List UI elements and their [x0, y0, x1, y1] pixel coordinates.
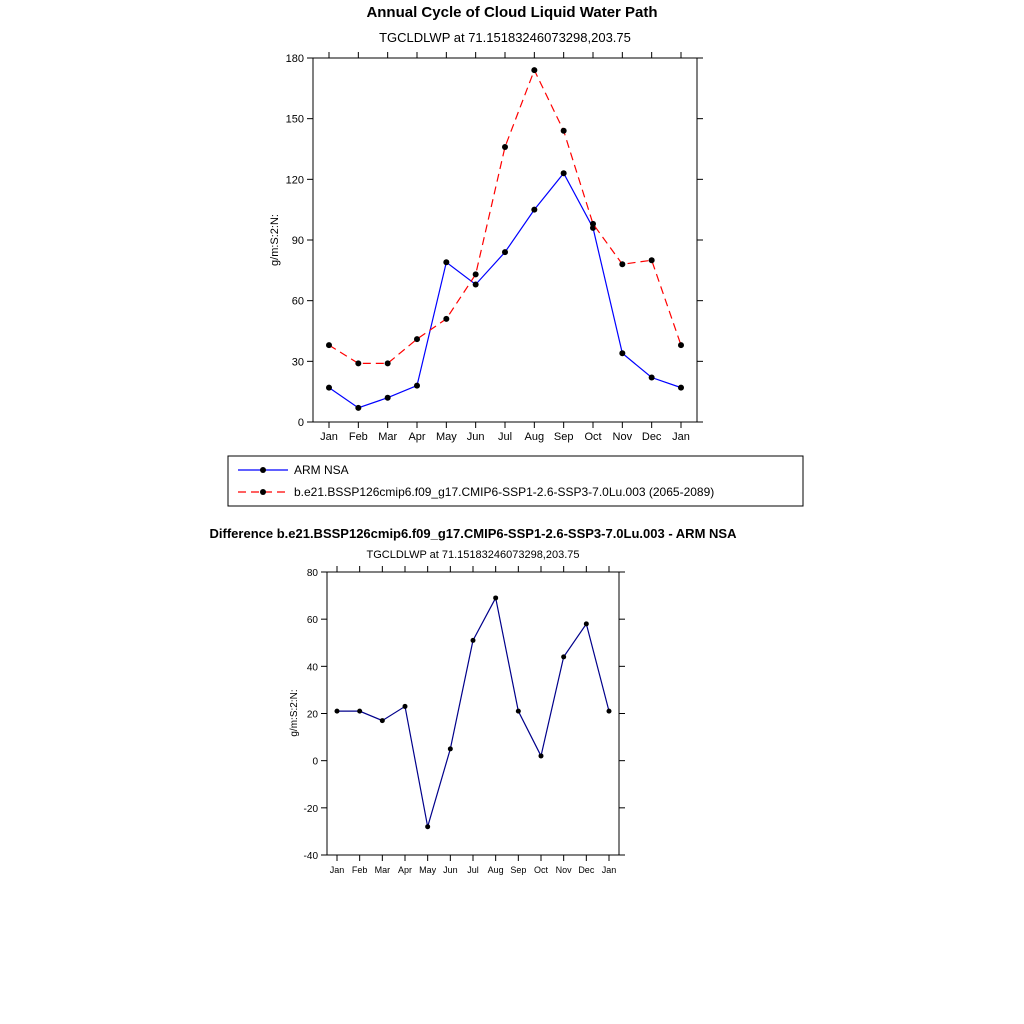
data-point-marker — [561, 654, 566, 659]
plot-border — [327, 572, 619, 855]
top-chart-y-axis-label: g/m:S:2:N: — [269, 214, 281, 266]
data-point-marker — [443, 259, 449, 265]
legend-label: b.e21.BSSP126cmip6.f09_g17.CMIP6-SSP1-2.6-SSP3-7.0Lu.003 (2065-2089) — [294, 485, 715, 499]
x-tick-label: Mar — [374, 865, 391, 875]
x-tick-label: Sep — [510, 865, 527, 875]
data-point-marker — [471, 638, 476, 643]
x-tick-label: Oct — [584, 431, 602, 443]
page-title: Annual Cycle of Cloud Liquid Water Path — [366, 4, 658, 21]
data-point-marker — [473, 271, 479, 277]
x-tick-label: May — [419, 865, 437, 875]
y-tick-label: 60 — [306, 615, 318, 627]
data-point-marker — [403, 704, 408, 709]
data-point-marker — [326, 342, 332, 348]
x-tick-label: May — [435, 431, 457, 443]
data-point-marker — [619, 350, 625, 356]
data-point-marker — [678, 385, 684, 391]
legend-label: ARM NSA — [294, 463, 349, 477]
data-point-marker — [443, 316, 449, 322]
data-point-marker — [473, 281, 479, 287]
x-tick-label: Apr — [397, 865, 413, 875]
x-tick-label: Oct — [533, 865, 549, 875]
data-point-marker — [531, 207, 537, 213]
data-point-marker — [425, 824, 430, 829]
data-point-marker — [561, 170, 567, 176]
data-point-marker — [649, 375, 655, 381]
y-tick-label: 30 — [291, 356, 304, 369]
difference-chart-y-axis-label: g/m:S:2:N: — [289, 689, 300, 737]
y-tick-label: -40 — [303, 851, 318, 862]
x-tick-label: Jul — [497, 431, 513, 443]
legend-sample-marker — [260, 489, 266, 495]
data-point-marker — [355, 360, 361, 366]
legend-sample-marker — [260, 467, 266, 473]
data-point-marker — [590, 221, 596, 227]
data-point-marker — [357, 709, 362, 714]
data-point-marker — [502, 249, 508, 255]
series-line — [329, 70, 681, 363]
x-tick-label: Jan — [601, 865, 617, 875]
x-tick-label: Sep — [553, 431, 574, 443]
x-tick-label: Jan — [329, 865, 345, 875]
y-tick-label: 80 — [306, 568, 318, 579]
data-point-marker — [335, 709, 340, 714]
data-point-marker — [385, 395, 391, 401]
data-point-marker — [414, 383, 420, 389]
x-tick-label: Aug — [524, 431, 545, 443]
data-point-marker — [448, 746, 453, 751]
data-point-marker — [493, 595, 498, 600]
y-tick-label: 0 — [312, 756, 318, 768]
data-point-marker — [355, 405, 361, 411]
data-point-marker — [607, 709, 612, 714]
difference-chart-subtitle: TGCLDLWP at 71.15183246073298,203.75 — [366, 549, 580, 561]
x-tick-label: Jan — [672, 431, 690, 443]
top-chart-subtitle: TGCLDLWP at 71.15183246073298,203.75 — [379, 30, 631, 45]
y-tick-label: 90 — [291, 235, 304, 247]
y-tick-label: 150 — [285, 113, 304, 126]
x-tick-label: Jan — [320, 431, 338, 443]
y-tick-label: 60 — [291, 295, 304, 308]
data-point-marker — [531, 67, 537, 73]
data-point-marker — [380, 718, 385, 723]
difference-chart-title: Difference b.e21.BSSP126cmip6.f09_g17.CMIP6-SSP1-2.6-SSP3-7.0Lu.003 - ARM NSA — [209, 526, 737, 541]
x-tick-label: Aug — [487, 865, 504, 875]
data-point-marker — [678, 342, 684, 348]
x-tick-label: Mar — [378, 431, 398, 443]
data-point-marker — [414, 336, 420, 342]
series-line — [329, 173, 681, 408]
y-tick-label: 20 — [306, 709, 318, 721]
x-tick-label: Dec — [578, 865, 595, 875]
x-tick-label: Jun — [443, 865, 458, 875]
y-tick-label: 0 — [297, 417, 304, 429]
series-line — [337, 598, 609, 827]
x-tick-label: Nov — [555, 865, 572, 875]
y-tick-label: 120 — [285, 174, 304, 187]
data-point-marker — [539, 753, 544, 758]
data-point-marker — [385, 360, 391, 366]
y-tick-label: 40 — [306, 662, 318, 674]
x-tick-label: Nov — [612, 431, 633, 443]
data-point-marker — [649, 257, 655, 263]
chart-1 — [304, 566, 625, 875]
data-point-marker — [502, 144, 508, 150]
y-tick-label: -20 — [303, 803, 318, 815]
data-point-marker — [619, 261, 625, 267]
x-tick-label: Dec — [641, 431, 662, 443]
data-point-marker — [584, 621, 589, 626]
data-point-marker — [561, 128, 567, 134]
x-tick-label: Jun — [466, 431, 485, 443]
data-point-marker — [516, 709, 521, 714]
x-tick-label: Jul — [467, 865, 479, 875]
chart-0 — [228, 52, 803, 506]
y-tick-label: 180 — [285, 53, 304, 65]
x-tick-label: Apr — [408, 431, 426, 443]
x-tick-label: Feb — [348, 431, 368, 443]
data-point-marker — [326, 385, 332, 391]
x-tick-label: Feb — [351, 865, 368, 875]
